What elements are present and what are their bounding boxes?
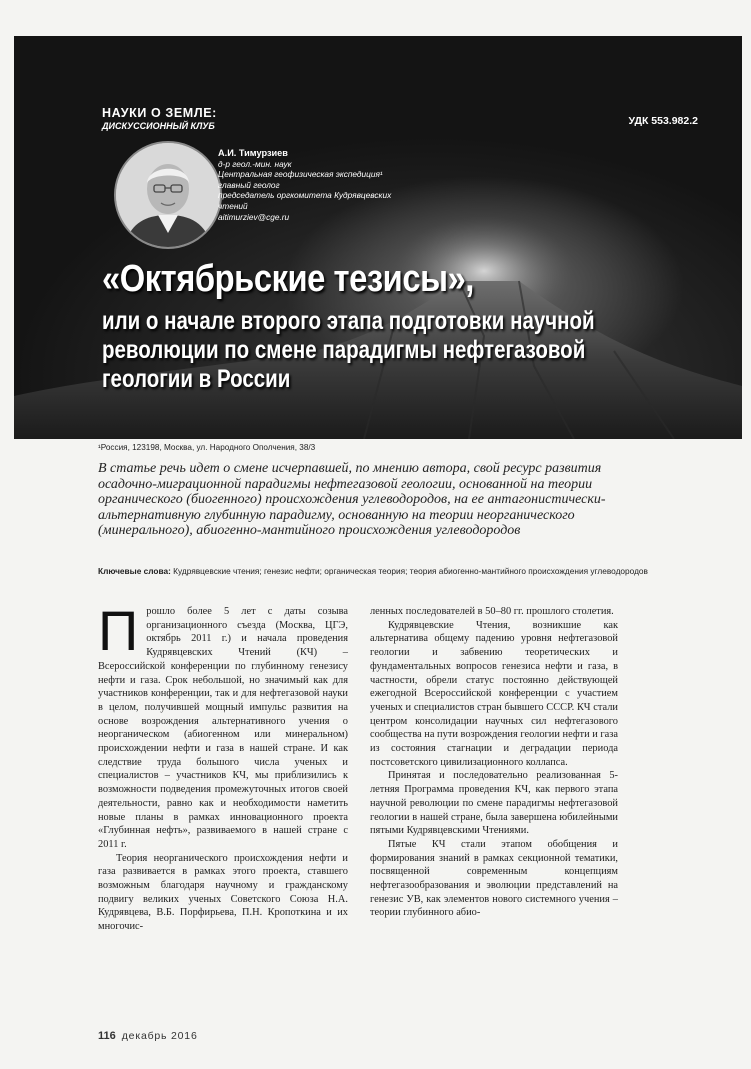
author-role-line1: председатель оргкомитета Кудрявцевских [218,190,392,201]
keywords [98,566,658,576]
author-photo [116,143,220,247]
author-organization: Центральная геофизическая экспедиция¹ [218,169,383,180]
paragraph-text: рошло более 5 лет с даты созыва организационного съезда (Москва, ЦГЭ, октябрь 2011 г.) и начала проведения Кудрявцевских Чтений (КЧ) – Всероссийской конференции по глубинному генезису нефти и газа. Срок небольшой, но значимый как для участников конференции, так и для нефтегазовой науки в целом, получившей мощный импульс развития на основе возрождения альтернативного учения о неорганическом (абиогенном или минеральном) происхождении нефти и газа в нашей стране. И как следствие труда большого числа ученых и специалистов – участников КЧ, мы приблизились к возможности подведения промежуточных итогов своей деятельности, равно как и необходимости наметить новые планы в рамках инновационного проекта «Глубинная нефть», развиваемого в нашей стране с 2011 г. [98,606,348,850]
body-paragraph: Принятая и последовательно реализованная 5-летняя Программа проведения КЧ, как первого этапа научной революции по смене парадигмы нефтегазовой геологии в нашей стране, была завершена юбилейными пятыми Кудрявцевскими Чтениями. [370,770,618,837]
author-role-line2: чтений [218,200,248,211]
udk-code: УДК 553.982.2 [628,115,698,127]
author-degree: д-р геол.-мин. наук [218,158,292,169]
body-paragraph: ленных последователей в 50–80 гг. прошлого столетия. [370,606,614,617]
issue-date: декабрь 2016 [121,1030,198,1042]
keywords-label: Ключевые слова: [98,566,171,576]
body-paragraph: Теория неорганического происхождения нефти и газа развивается в рамках этого проекта, ставшего возможным благодаря научному и гражданскому подвигу великих ученых Советского Союза Н.А. Кудрявцева, В.Б. Порфирьева, П.Н. Кропоткина и их многочис- [98,852,348,933]
rubric-subtitle: ДИСКУССИОННЫЙ КЛУБ [102,121,215,131]
section-rubric [102,106,217,131]
title-sub-line3: геологии в России [102,365,291,393]
author-position: главный геолог [218,179,280,190]
page-footer [98,1030,198,1042]
dropcap: П [98,599,139,662]
title-sub-line1: или о начале второго этапа подготовки научной [102,307,595,335]
keywords-text: Кудрявцевские чтения; генезис нефти; органическая теория; теория абиогенно-мантийного происхождения углеводородов [170,566,648,576]
page-number: 116 [98,1030,116,1042]
title-sub-line2: революции по смене парадигмы нефтегазовой [102,336,586,364]
affiliation-address: ¹Россия, 123198, Москва, ул. Народного Ополчения, 38/3 [98,443,316,452]
body-column-left [98,599,348,934]
article-title [14,258,742,394]
author-name: А.И. Тимурзиев [218,148,288,158]
title-main: «Октябрьские тезисы», [102,258,474,300]
body-paragraph: Кудрявцевские Чтения, возникшие как альтернатива общему падению уровня нефтегазовой геологии и забвению теоретических и фундаментальных вопросов генезиса нефти и газа, в частности, обрели статус постоянно действующей ежегодной Всероссийской конференции с участием ученых и специалистов стран бывшего СССР. КЧ стали центром консолидации научных сил нефтегазового сообщества на пути возрождения геологии нефти и газа из состояния стагнации и деградации периода постсоветского цивилизационного коллапса. [370,619,618,768]
body-paragraph [98,599,348,852]
author-email[interactable]: aitimurziev@cge.ru [218,211,290,222]
body-column-right [370,605,618,920]
hero-banner [14,36,742,439]
body-paragraph: Пятые КЧ стали этапом обобщения и формирования знаний в рамках секционной тематики, посвященной современным концепциям нефтегазообразования и эволюции представлений на генезис УВ, как элементов нового системного учения – теории глубинного абио- [370,838,618,919]
abstract: В статье речь идет о смене исчерпавшей, по мнению автора, свой ресурс развития осадочно-миграционной парадигмы нефтегазовой геологии, основанной на теории органического (биогенного) происхождения углеводородов, на ее антагонистически-альтернативную глубинную парадигму, основанную на теории неорганического (минерального), абиогенно-мантийного происхождения углеводородов [98,461,606,539]
author-portrait-icon [116,143,220,247]
rubric-title: НАУКИ О ЗЕМЛЕ: [102,106,217,120]
author-info [218,148,418,222]
